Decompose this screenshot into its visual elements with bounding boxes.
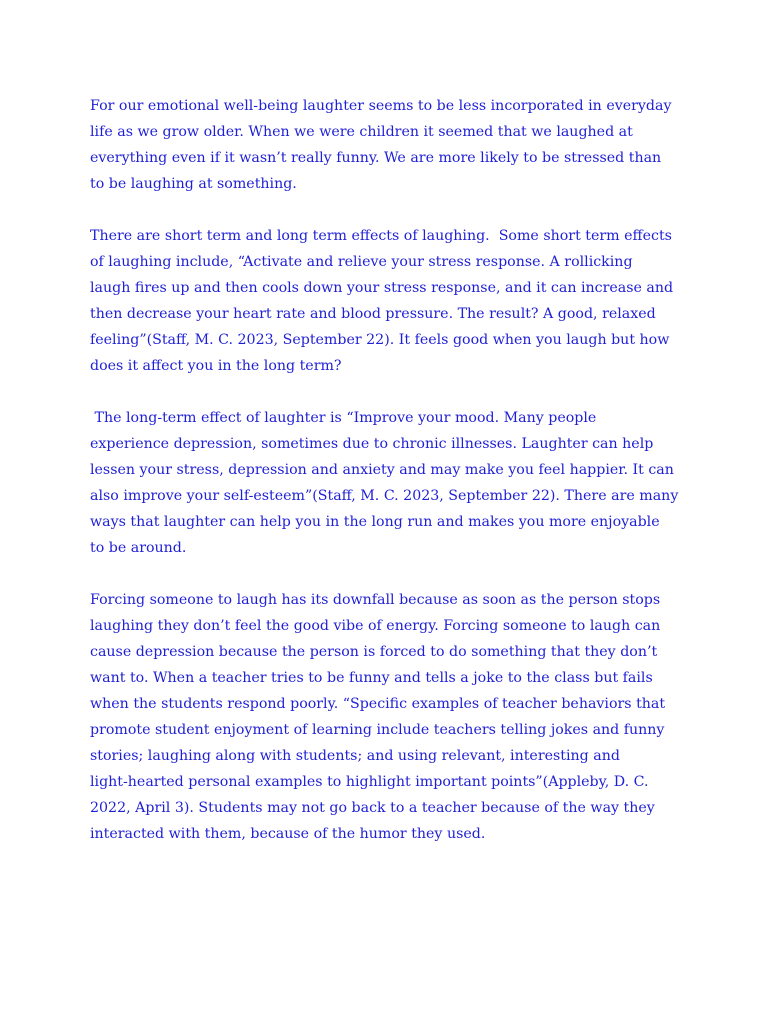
text-line: want to. When a teacher tries to be funny and tells a joke to the class but fails (90, 670, 653, 686)
text-line: promote student enjoyment of learning include teachers telling jokes and funny (90, 722, 665, 738)
text-line: life as we grow older. When we were children it seemed that we laughed at (90, 124, 633, 140)
text-line: stories; laughing along with students; and using relevant, interesting and (90, 748, 620, 764)
text-line: also improve your self-esteem”(Staff, M. C. 2023, September 22). There are many (90, 488, 679, 504)
text-line: The long-term effect of laughter is “Improve your mood. Many people (90, 410, 597, 426)
paragraph-long-term-effects (90, 405, 690, 561)
text-line: lessen your stress, depression and anxiety and may make you feel happier. It can (90, 462, 674, 478)
text-line: 2022, April 3). Students may not go back to a teacher because of the way they (90, 800, 655, 816)
text-line: There are short term and long term effects of laughing. Some short term effects (90, 228, 672, 244)
text-line: cause depression because the person is forced to do something that they don’t (90, 644, 658, 660)
text-line: does it affect you in the long term? (90, 358, 342, 374)
text-line: light-hearted personal examples to highlight important points”(Appleby, D. C. (90, 774, 649, 790)
text-line: Forcing someone to laugh has its downfall because as soon as the person stops (90, 592, 661, 608)
paragraph-forcing-laughter (90, 587, 690, 847)
text-line: everything even if it wasn’t really funny. We are more likely to be stressed than (90, 150, 662, 166)
text-line: experience depression, sometimes due to chronic illnesses. Laughter can help (90, 436, 654, 452)
paragraph-emotional-wellbeing (90, 93, 690, 197)
paragraph-short-term-effects (90, 223, 690, 379)
text-line: feeling”(Staff, M. C. 2023, September 22). It feels good when you laugh but how (90, 332, 670, 348)
text-line: then decrease your heart rate and blood pressure. The result? A good, relaxed (90, 306, 656, 322)
text-line: For our emotional well-being laughter seems to be less incorporated in everyday (90, 98, 672, 114)
document-body (90, 93, 690, 873)
text-line: laughing they don’t feel the good vibe of energy. Forcing someone to laugh can (90, 618, 661, 634)
text-line: of laughing include, “Activate and relieve your stress response. A rollicking (90, 254, 633, 270)
text-line: to be around. (90, 540, 187, 556)
text-line: laugh fires up and then cools down your stress response, and it can increase and (90, 280, 674, 296)
text-line: interacted with them, because of the humor they used. (90, 826, 486, 842)
text-line: when the students respond poorly. “Specific examples of teacher behaviors that (90, 696, 666, 712)
text-line: to be laughing at something. (90, 176, 297, 192)
text-line: ways that laughter can help you in the long run and makes you more enjoyable (90, 514, 660, 530)
